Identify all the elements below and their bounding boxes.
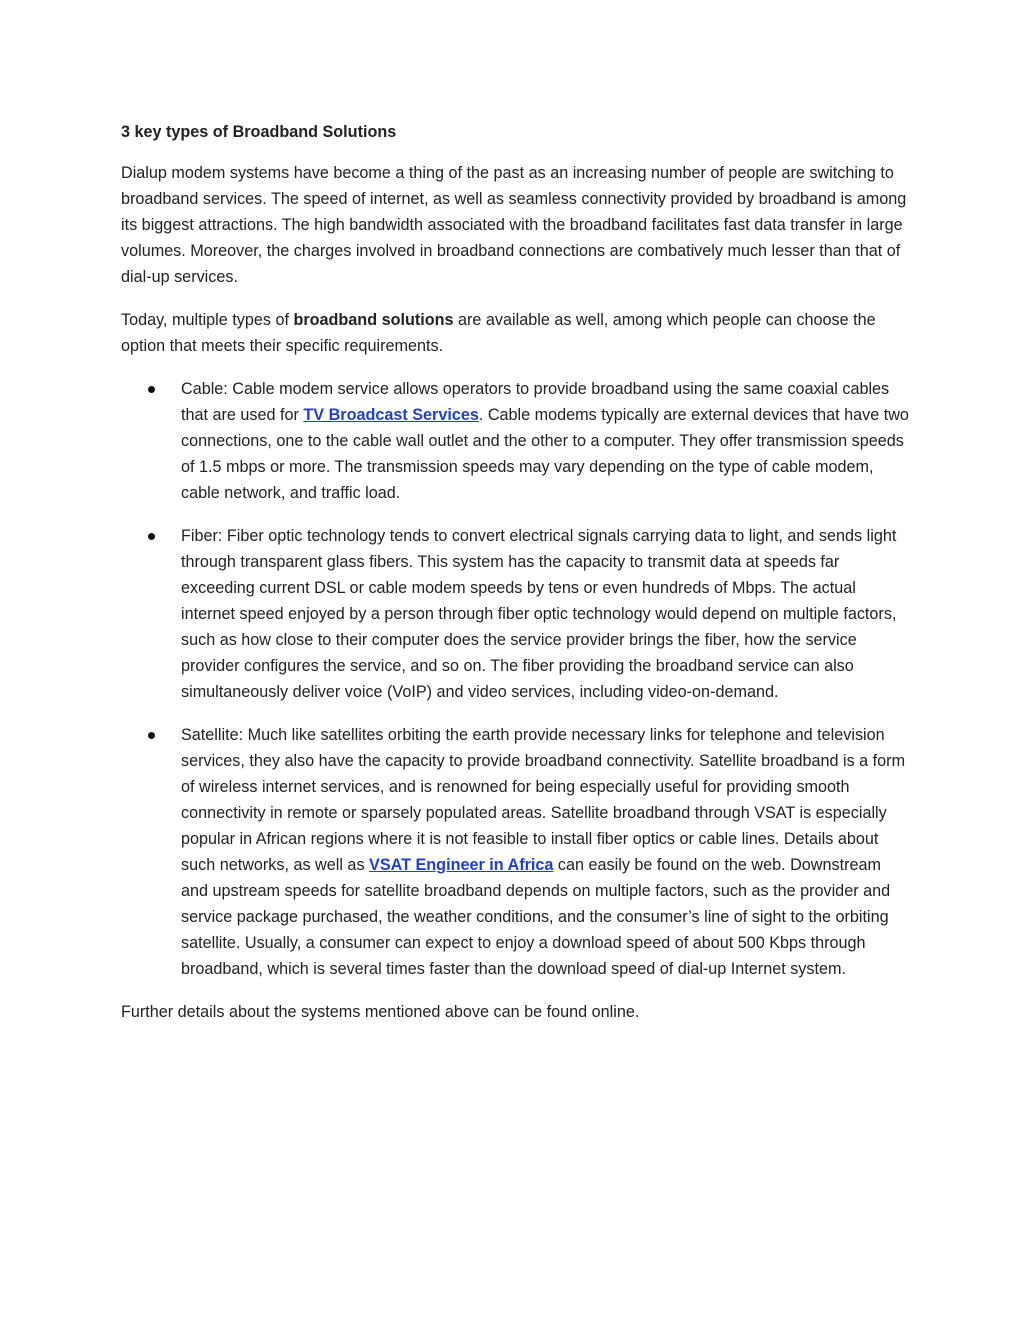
- bullet-icon: [148, 533, 155, 540]
- broadband-types-list: [121, 376, 911, 982]
- cable-text-before: Cable: Cable modem service allows operators to provide broadband using the same coaxial cables that are used for: [181, 380, 890, 424]
- list-item-fiber: [121, 523, 911, 705]
- fiber-text: Fiber: Fiber optic technology tends to convert electrical signals carrying data to light, and sends light through transparent glass fibers. This system has the capacity to transmit data at speeds far exceeding current DSL or cable modem speeds by tens or even hundreds of Mbps. The actual internet speed enjoyed by a person through fiber optic technology would depend on multiple factors, such as how close to their computer does the service provider brings the fiber, how the service provider configures the service, and so on. The fiber providing the broadband service can also simultaneously deliver voice (VoIP) and video services, including video-on-demand.: [181, 527, 897, 701]
- tv-broadcast-services-link[interactable]: TV Broadcast Services: [303, 406, 479, 424]
- today-paragraph: [121, 307, 911, 359]
- bullet-icon: [148, 732, 155, 739]
- today-bold-phrase: broadband solutions: [293, 311, 454, 329]
- bullet-icon: [148, 386, 155, 393]
- document-title: 3 key types of Broadband Solutions: [121, 123, 397, 141]
- vsat-engineer-africa-link[interactable]: VSAT Engineer in Africa: [369, 856, 554, 874]
- closing-paragraph: Further details about the systems mentioned above can be found online.: [121, 1003, 640, 1021]
- today-text-before: Today, multiple types of: [121, 311, 294, 329]
- today-text-after: are available as well, among which people can choose the option that meets their specific requirements.: [121, 311, 876, 355]
- satellite-text-after: can easily be found on the web. Downstream and upstream speeds for satellite broadband depends on multiple factors, such as the provider and service package purchased, the weather conditions, and the consumer’s line of sight to the orbiting satellite. Usually, a consumer can expect to enjoy a download speed of about 500 Kbps through broadband, which is several times faster than the download speed of dial-up Internet system.: [181, 856, 891, 978]
- satellite-text-before: Satellite: Much like satellites orbiting the earth provide necessary links for telephone and television services, they also have the capacity to provide broadband connectivity. Satellite broadband is a form of wireless internet services, and is renowned for being especially useful for providing smooth connectivity in remote or sparsely populated areas. Satellite broadband through VSAT is especially popular in African regions where it is not feasible to install fiber optics or cable lines. Details about such networks, as well as: [181, 726, 906, 874]
- list-item-cable: [121, 376, 911, 506]
- cable-text-after: . Cable modems typically are external devices that have two connections, one to the cable wall outlet and the other to a computer. They offer transmission speeds of 1.5 mbps or more. The transmission speeds may vary depending on the type of cable modem, cable network, and traffic load.: [181, 406, 909, 502]
- intro-paragraph: Dialup modem systems have become a thing of the past as an increasing number of people are switching to broadband services. The speed of internet, as well as seamless connectivity provided by broadband is among its biggest attractions. The high bandwidth associated with the broadband facilitates fast data transfer in large volumes. Moreover, the charges involved in broadband connections are combatively much lesser than that of dial-up services.: [121, 164, 907, 286]
- document-page: [121, 120, 911, 1042]
- list-item-satellite: [121, 722, 911, 982]
